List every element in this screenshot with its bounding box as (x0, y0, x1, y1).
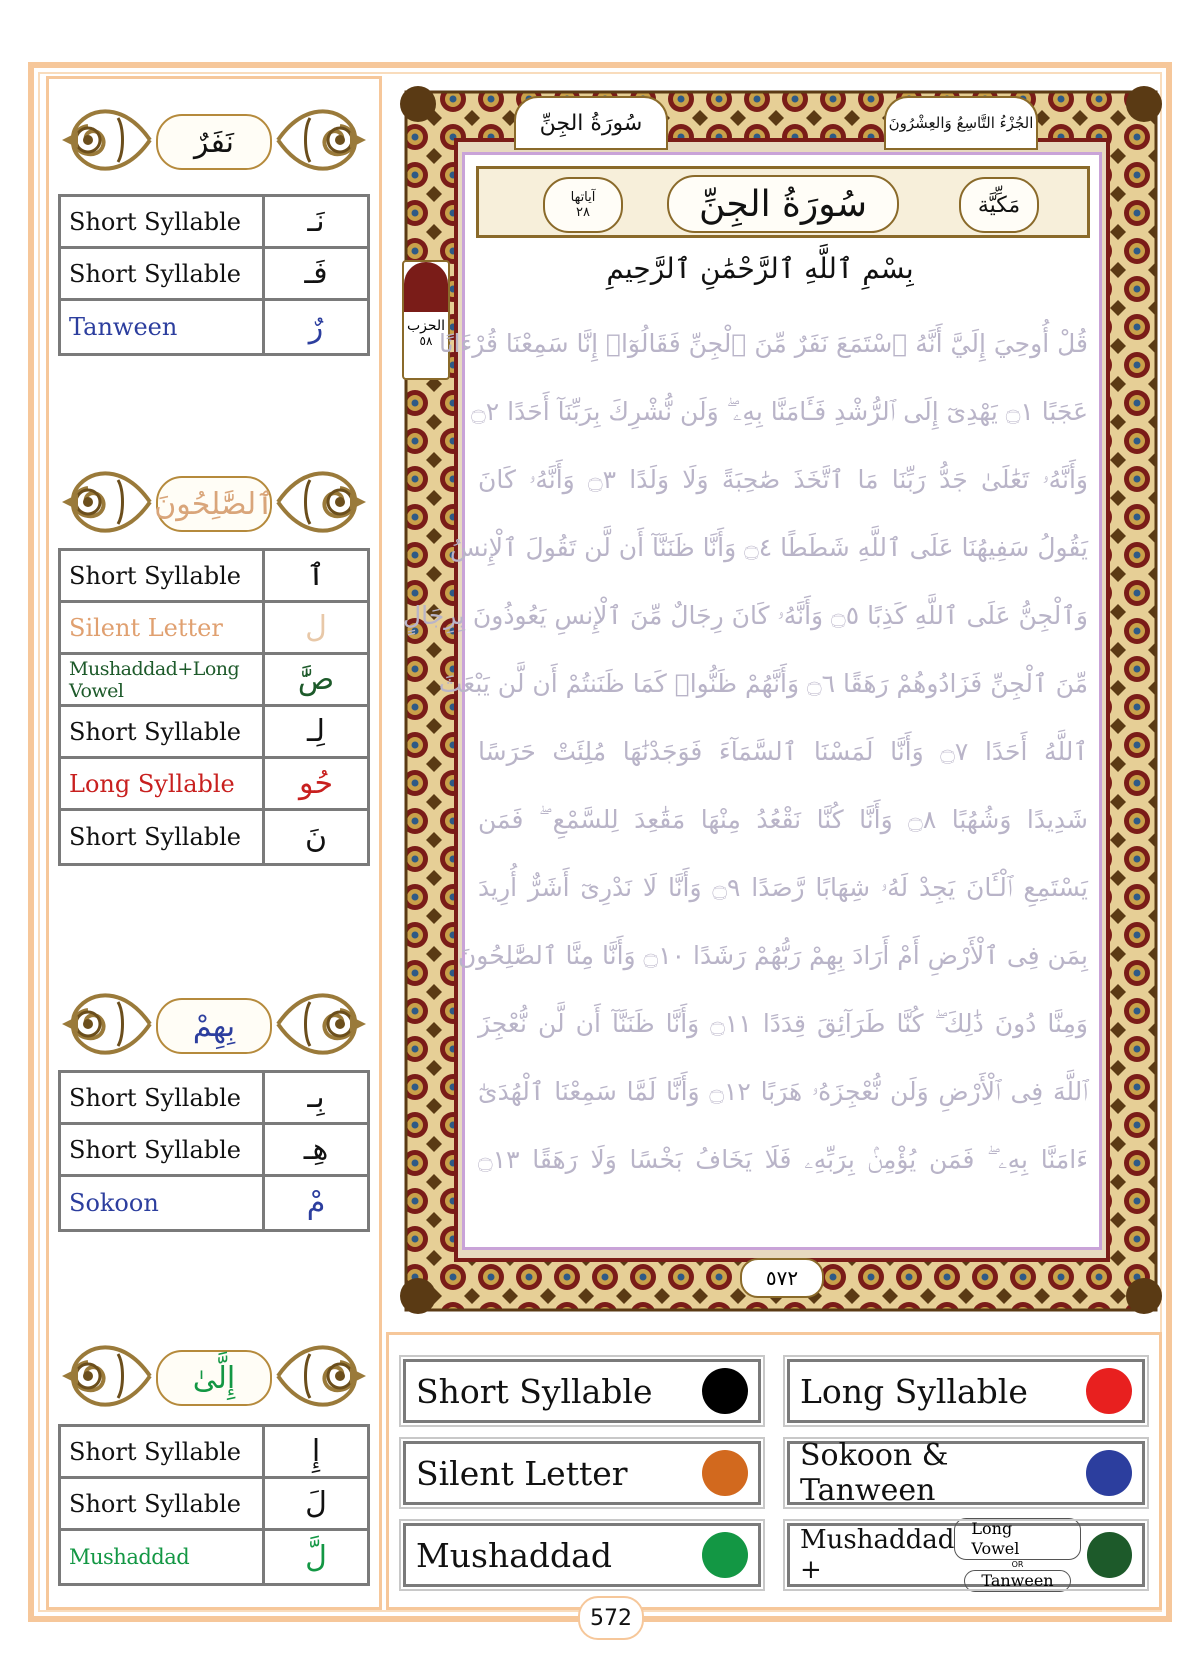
surah-title: سُورَةُ الجِنِّ (667, 175, 899, 233)
table-row (61, 1073, 367, 1125)
syllable-type: Mushaddad (61, 1531, 265, 1583)
table-row (61, 1427, 367, 1479)
legend-label: Long Syllable (800, 1371, 1028, 1411)
syllable-type: Long Syllable (61, 759, 265, 808)
blue-dot-icon (1086, 1450, 1132, 1496)
arabesque-ornament-icon (58, 460, 154, 544)
arabesque-ornament-icon (274, 98, 370, 182)
word-title: بِهِمْ (156, 998, 272, 1054)
word-title: ٱلصَّٰلِحُونَ (156, 476, 272, 532)
word-header-bihim (58, 982, 370, 1066)
arabesque-ornament-icon (58, 98, 154, 182)
syllable-table (58, 548, 370, 866)
syllable-type: Short Syllable (61, 551, 265, 600)
verse-line: مِّنَ ٱلْجِنِّ فَزَادُوهُمْ رَهَقًا ۝٦ وَأَنَّهُمْ ظَنُّوا۟ كَمَا ظَنَنتُمْ أَن لَّن يَبْعَثَ (438, 669, 1088, 698)
legend-item-mushaddad-combo (787, 1519, 1145, 1590)
syllable-glyph: لَّ (305, 1539, 327, 1575)
table-row (61, 655, 367, 707)
verse-line: بِمَن فِى ٱلْأَرْضِ أَمْ أَرَادَ بِهِمْ رَبُّهُمْ رَشَدًا ۝١٠ وَأَنَّا مِنَّا ٱلصَّٰلِحُونَ (457, 941, 1088, 970)
syllable-type: Short Syllable (61, 1427, 265, 1476)
table-row (61, 1479, 367, 1531)
verse-line: وَٱلْجِنُّ عَلَى ٱللَّهِ كَذِبًا ۝٥ وَأَنَّهُۥ كَانَ رِجَالٌ مِّنَ ٱلْإِنسِ يَعُوذُونَ بِرِجَالٍ (402, 601, 1088, 630)
syllable-type: Silent Letter (61, 603, 265, 652)
verse-line: يَسْتَمِعِ ٱلْـَٔانَ يَجِدْ لَهُۥ شِهَابًا رَّصَدًا ۝٩ وَأَنَّا لَا نَدْرِىٓ أَشَرٌّ أُرِيدَ (478, 873, 1088, 902)
syllable-glyph: فَـ (304, 256, 328, 291)
color-legend (386, 1332, 1162, 1610)
syllable-table (58, 194, 370, 356)
syllable-glyph: لِـ (307, 714, 325, 749)
basmala: بِسْمِ ٱللَّهِ ٱلرَّحْمَٰنِ ٱلرَّحِيمِ (606, 252, 914, 285)
arabesque-ornament-icon (274, 982, 370, 1066)
option-tanween: Tanween (964, 1570, 1070, 1592)
ayat-count-medallion (543, 177, 623, 233)
word-header-assalihun (58, 460, 370, 544)
hizb-label: الحزب (406, 318, 446, 334)
verse-line: ٱللَّهُ أَحَدًا ۝٧ وَأَنَّا لَمَسْنَا ٱلسَّمَآءَ فَوَجَدْنَٰهَا مُلِئَتْ حَرَسًا (478, 737, 1088, 766)
legend-label: Short Syllable (416, 1371, 653, 1411)
option-stack (954, 1518, 1080, 1592)
legend-item-long-syllable (787, 1359, 1145, 1423)
syllable-glyph: هِـ (303, 1132, 329, 1167)
table-row (61, 759, 367, 811)
legend-item-silent-letter (403, 1441, 761, 1505)
word-header-ila (58, 1334, 370, 1418)
syllable-glyph: حُو (298, 766, 334, 801)
word-title: نَفَرٌ (156, 114, 272, 170)
legend-label: Mushaddad + (800, 1525, 955, 1585)
syllable-glyph: ل (305, 610, 327, 645)
verse-line: قُلْ أُوحِيَ إِلَيَّ أَنَّهُ ٱسْتَمَعَ نَفَرٌ مِّنَ ٱلْجِنِّ فَقَالُوٓا۟ إِنَّا سَمِعْنَا قُرْءَانًا (438, 329, 1088, 358)
verse-line: ءَامَنَّا بِهِۦ ۖ فَمَن يُؤْمِنۢ بِرَبِّهِۦ فَلَا يَخَافُ بَخْسًا وَلَا رَهَقًا ۝١٣ (478, 1145, 1088, 1174)
syllable-glyph: مْ (306, 1185, 326, 1221)
table-row (61, 707, 367, 759)
table-row (61, 551, 367, 603)
syllable-table (58, 1424, 370, 1586)
syllable-glyph: رٌ (308, 309, 324, 345)
verse-line: وَأَنَّهُۥ تَعَٰلَىٰ جَدُّ رَبِّنَا مَا ٱتَّخَذَ صَٰحِبَةً وَلَا وَلَدًا ۝٣ وَأَنَّهُۥ كَانَ (478, 465, 1088, 494)
green-dot-icon (702, 1532, 748, 1578)
revelation-type: مَكِّيَّة (959, 177, 1039, 233)
verse-line: وَمِنَّا دُونَ ذَٰلِكَ ۖ كُنَّا طَرَآئِقَ قِدَدًا ۝١١ وَأَنَّا ظَنَنَّآ أَن لَّن نُّعْجِزَ (478, 1009, 1088, 1038)
option-long-vowel: Long Vowel (954, 1518, 1080, 1560)
table-row (61, 811, 367, 863)
syllable-glyph: ٱ (307, 558, 325, 593)
option-or: OR (1011, 1560, 1024, 1569)
surah-name-tab: سُورَةُ الجِنِّ (514, 96, 668, 150)
legend-label: Silent Letter (416, 1453, 628, 1493)
ayat-label: آياتها (570, 190, 596, 205)
arabesque-ornament-icon (58, 1334, 154, 1418)
table-row (61, 301, 367, 353)
arabesque-ornament-icon (274, 460, 370, 544)
syllable-type: Short Syllable (61, 811, 265, 863)
word-header-nafarun (58, 98, 370, 182)
table-row (61, 197, 367, 249)
syllable-type: Tanween (61, 301, 265, 353)
dark-green-dot-icon (1087, 1532, 1132, 1578)
verse-line: ٱللَّهَ فِى ٱلْأَرْضِ وَلَن نُّعْجِزَهُۥ هَرَبًا ۝١٢ وَأَنَّا لَمَّا سَمِعْنَا ٱلْهُدَىٰٓ (478, 1077, 1088, 1106)
syllable-glyph: لَ (305, 1486, 327, 1521)
syllable-glyph: نَـ (307, 204, 325, 239)
syllable-glyph: إِ (311, 1434, 321, 1469)
syllable-type: Short Syllable (61, 1073, 265, 1122)
surah-banner (476, 166, 1090, 238)
syllable-type: Short Syllable (61, 1479, 265, 1528)
table-row (61, 1125, 367, 1177)
hizb-number: ٥٨ (419, 334, 433, 348)
red-dot-icon (1086, 1368, 1132, 1414)
syllable-type: Short Syllable (61, 1125, 265, 1174)
syllable-glyph: بِـ (307, 1080, 325, 1115)
syllable-type: Short Syllable (61, 249, 265, 298)
syllable-glyph: صَّٰ (297, 662, 335, 697)
arabesque-ornament-icon (274, 1334, 370, 1418)
syllable-table (58, 1070, 370, 1232)
legend-item-short-syllable (403, 1359, 761, 1423)
hizb-dome-icon (404, 262, 448, 312)
syllable-glyph: نَ (304, 819, 328, 855)
verse-line: عَجَبًا ۝١ يَهْدِىٓ إِلَى ٱلرُّشْدِ فَـَٔامَنَّا بِهِۦ ۖ وَلَن نُّشْرِكَ بِرَبِّنَآ أَحَدًا ۝٢ (471, 397, 1088, 426)
table-row (61, 1531, 367, 1583)
black-dot-icon (702, 1368, 748, 1414)
arabesque-ornament-icon (58, 982, 154, 1066)
orange-dot-icon (702, 1450, 748, 1496)
syllable-type: Short Syllable (61, 197, 265, 246)
juz-name-tab: الجُزْءُ التَّاسِعُ وَالعِشْرُونَ (884, 96, 1038, 150)
verse-line: يَقُولُ سَفِيهُنَا عَلَى ٱللَّهِ شَطَطًا ۝٤ وَأَنَّا ظَنَنَّآ أَن لَّن تَقُولَ ٱلْإِنسُ (449, 533, 1088, 562)
table-row (61, 249, 367, 301)
syllable-type: Short Syllable (61, 707, 265, 756)
table-row (61, 1177, 367, 1229)
syllable-type: Sokoon (61, 1177, 265, 1229)
legend-label: Sokoon & Tanween (800, 1438, 949, 1508)
table-row (61, 603, 367, 655)
legend-item-sokoon-tanween (787, 1438, 1145, 1508)
syllable-type: Mushaddad+Long Vowel (61, 655, 265, 704)
legend-label: Mushaddad (416, 1535, 612, 1575)
quran-page-number: ٥٧٢ (740, 1258, 824, 1298)
word-title: إِلَّىٰ (156, 1350, 272, 1406)
ayat-count: ٢٨ (576, 205, 590, 220)
verse-line: شَدِيدًا وَشُهُبًا ۝٨ وَأَنَّا كُنَّا نَقْعُدُ مِنْهَا مَقَٰعِدَ لِلسَّمْعِ ۖ فَمَن (478, 805, 1088, 834)
legend-item-mushaddad (403, 1523, 761, 1587)
page-number: 572 (578, 1596, 644, 1640)
